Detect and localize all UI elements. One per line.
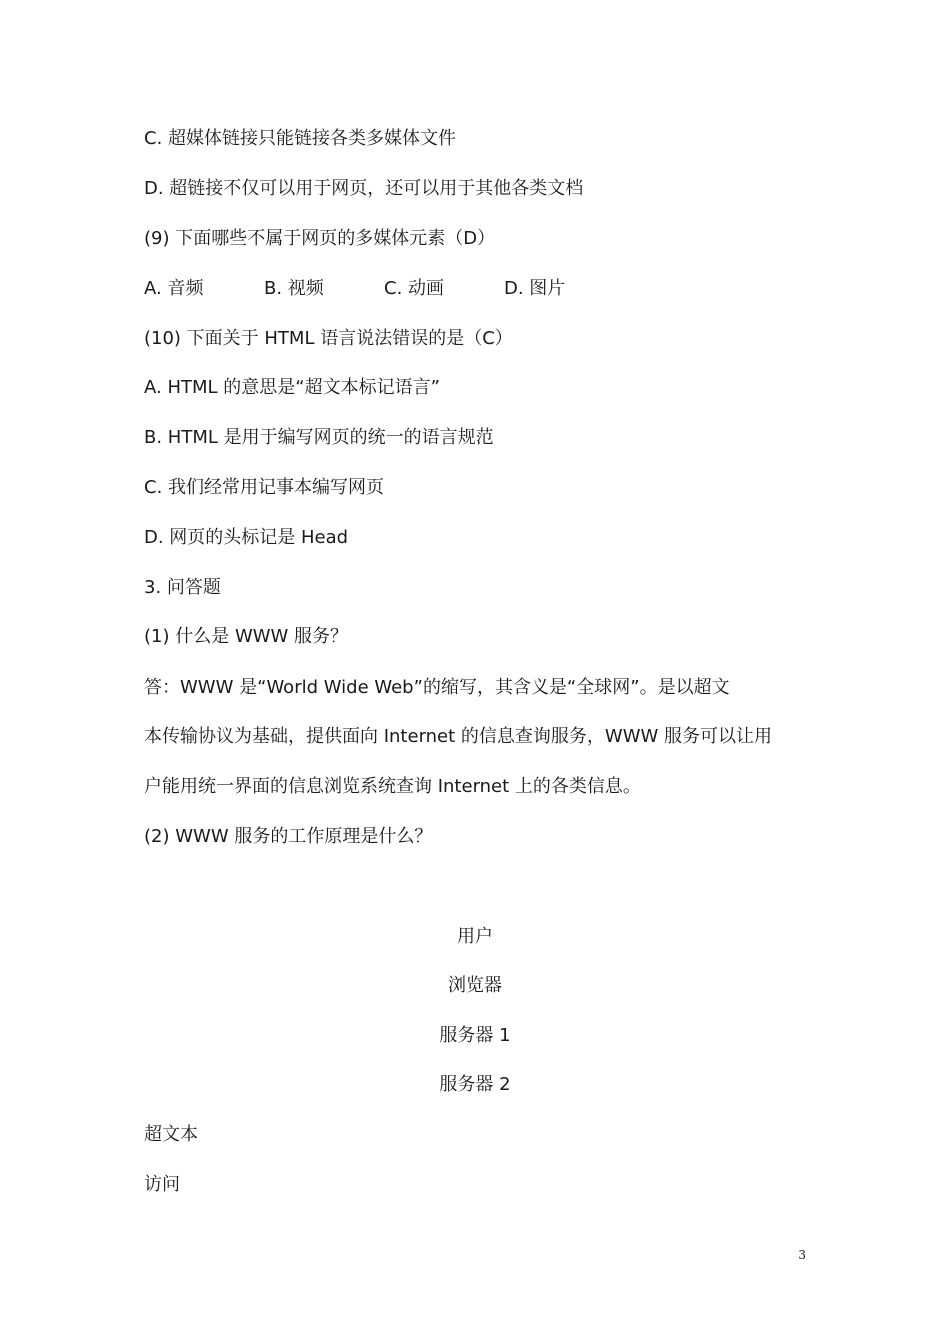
qa-answer-1-line-3: 户能用统一界面的信息浏览系统查询 Internet 上的各类信息。: [144, 776, 641, 797]
qa-question-2: (2) WWW 服务的工作原理是什么？: [144, 826, 433, 847]
qa-answer-1-line-2: 本传输协议为基础，提供面向 Internet 的信息查询服务，WWW 服务可以让用: [144, 726, 773, 747]
diagram-browser-label: 浏览器: [448, 975, 502, 996]
question-9: (9) 下面哪些不属于网页的多媒体元素（D）: [144, 228, 496, 249]
q10-option-d: D. 网页的头标记是 Head: [144, 527, 349, 548]
q9-option-c: C. 动画: [384, 278, 445, 299]
page-number: 3: [798, 1248, 806, 1262]
diagram-hypertext-label: 超文本: [144, 1124, 198, 1145]
question-10: (10) 下面关于 HTML 语言说法错误的是（C）: [144, 328, 513, 349]
q10-option-a: A. HTML 的意思是“超文本标记语言”: [144, 377, 440, 398]
q9-option-b: B. 视频: [264, 278, 324, 299]
q10-option-c: C. 我们经常用记事本编写网页: [144, 477, 385, 498]
qa-question-1: (1) 什么是 WWW 服务？: [144, 626, 349, 647]
qa-answer-1-line-1: 答：WWW 是“World Wide Web”的缩写，其含义是“全球网”。是以超文: [144, 677, 730, 698]
diagram-user-label: 用户: [457, 926, 493, 947]
section-heading: 3. 问答题: [144, 577, 221, 598]
question-9-options: [144, 277, 565, 301]
q9-option-d: D. 图片: [504, 278, 566, 299]
diagram-server2-label: 服务器 2: [439, 1074, 511, 1095]
option-c-text: C. 超媒体链接只能链接各类多媒体文件: [144, 128, 457, 149]
q9-option-a: A. 音频: [144, 278, 204, 299]
q10-option-b: B. HTML 是用于编写网页的统一的语言规范: [144, 427, 494, 448]
diagram-server1-label: 服务器 1: [439, 1025, 511, 1046]
diagram-access-label: 访问: [144, 1174, 180, 1195]
option-d-text: D. 超链接不仅可以用于网页，还可以用于其他各类文档: [144, 178, 584, 199]
